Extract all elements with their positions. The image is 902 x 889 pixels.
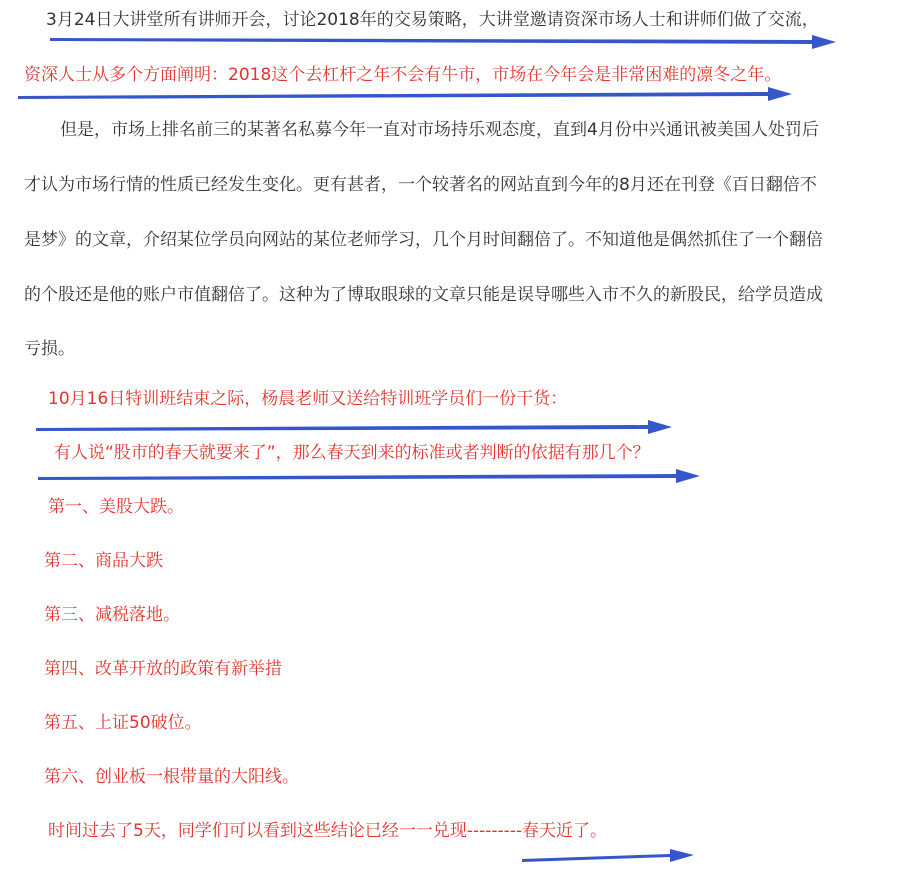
point-3: 第三、减税落地。 (44, 605, 180, 625)
arrow-5 (522, 849, 694, 862)
point-2: 第二、商品大跌 (44, 551, 163, 571)
arrow-3 (36, 420, 672, 434)
intro-line-1: 3月24日大讲堂所有讲师开会，讨论2018年的交易策略，大讲堂邀请资深市场人士和讲师们做了交流， (46, 10, 819, 30)
point-5: 第五、上证50破位。 (44, 713, 202, 733)
training-line: 10月16日特训班结束之际，杨晨老师又送给特训班学员们一份干货： (48, 389, 568, 409)
paragraph-line-5: 亏损。 (24, 339, 75, 359)
paragraph-line-3: 是梦》的文章，介绍某位学员向网站的某位老师学习，几个月时间翻倍了。不知道他是偶然抓住了一个翻倍 (24, 230, 823, 250)
point-1: 第一、美股大跌。 (48, 497, 184, 517)
intro-line-2: 资深人士从多个方面阐明：2018这个去杠杆之年不会有牛市，市场在今年会是非常困难的凛冬之年。 (24, 65, 782, 85)
paragraph-line-2: 才认为市场行情的性质已经发生变化。更有甚者，一个较著名的网站直到今年的8月还在刊登《百日翻倍不 (24, 175, 817, 195)
point-6: 第六、创业板一根带量的大阳线。 (44, 767, 299, 787)
arrow-4 (38, 469, 700, 483)
arrow-1 (50, 35, 836, 49)
question-line: 有人说“股市的春天就要来了”，那么春天到来的标准或者判断的依据有那几个？ (54, 443, 650, 463)
point-4: 第四、改革开放的政策有新举措 (44, 659, 282, 679)
paragraph-line-1: 但是，市场上排名前三的某著名私募今年一直对市场持乐观态度，直到4月份中兴通讯被美国人处罚后 (60, 120, 819, 140)
arrow-2 (18, 87, 792, 101)
paragraph-line-4: 的个股还是他的账户市值翻倍了。这种为了博取眼球的文章只能是误导哪些入市不久的新股民，给学员造成 (24, 285, 823, 305)
closing-line: 时间过去了5天，同学们可以看到这些结论已经一一兑现---------春天近了。 (48, 821, 608, 841)
